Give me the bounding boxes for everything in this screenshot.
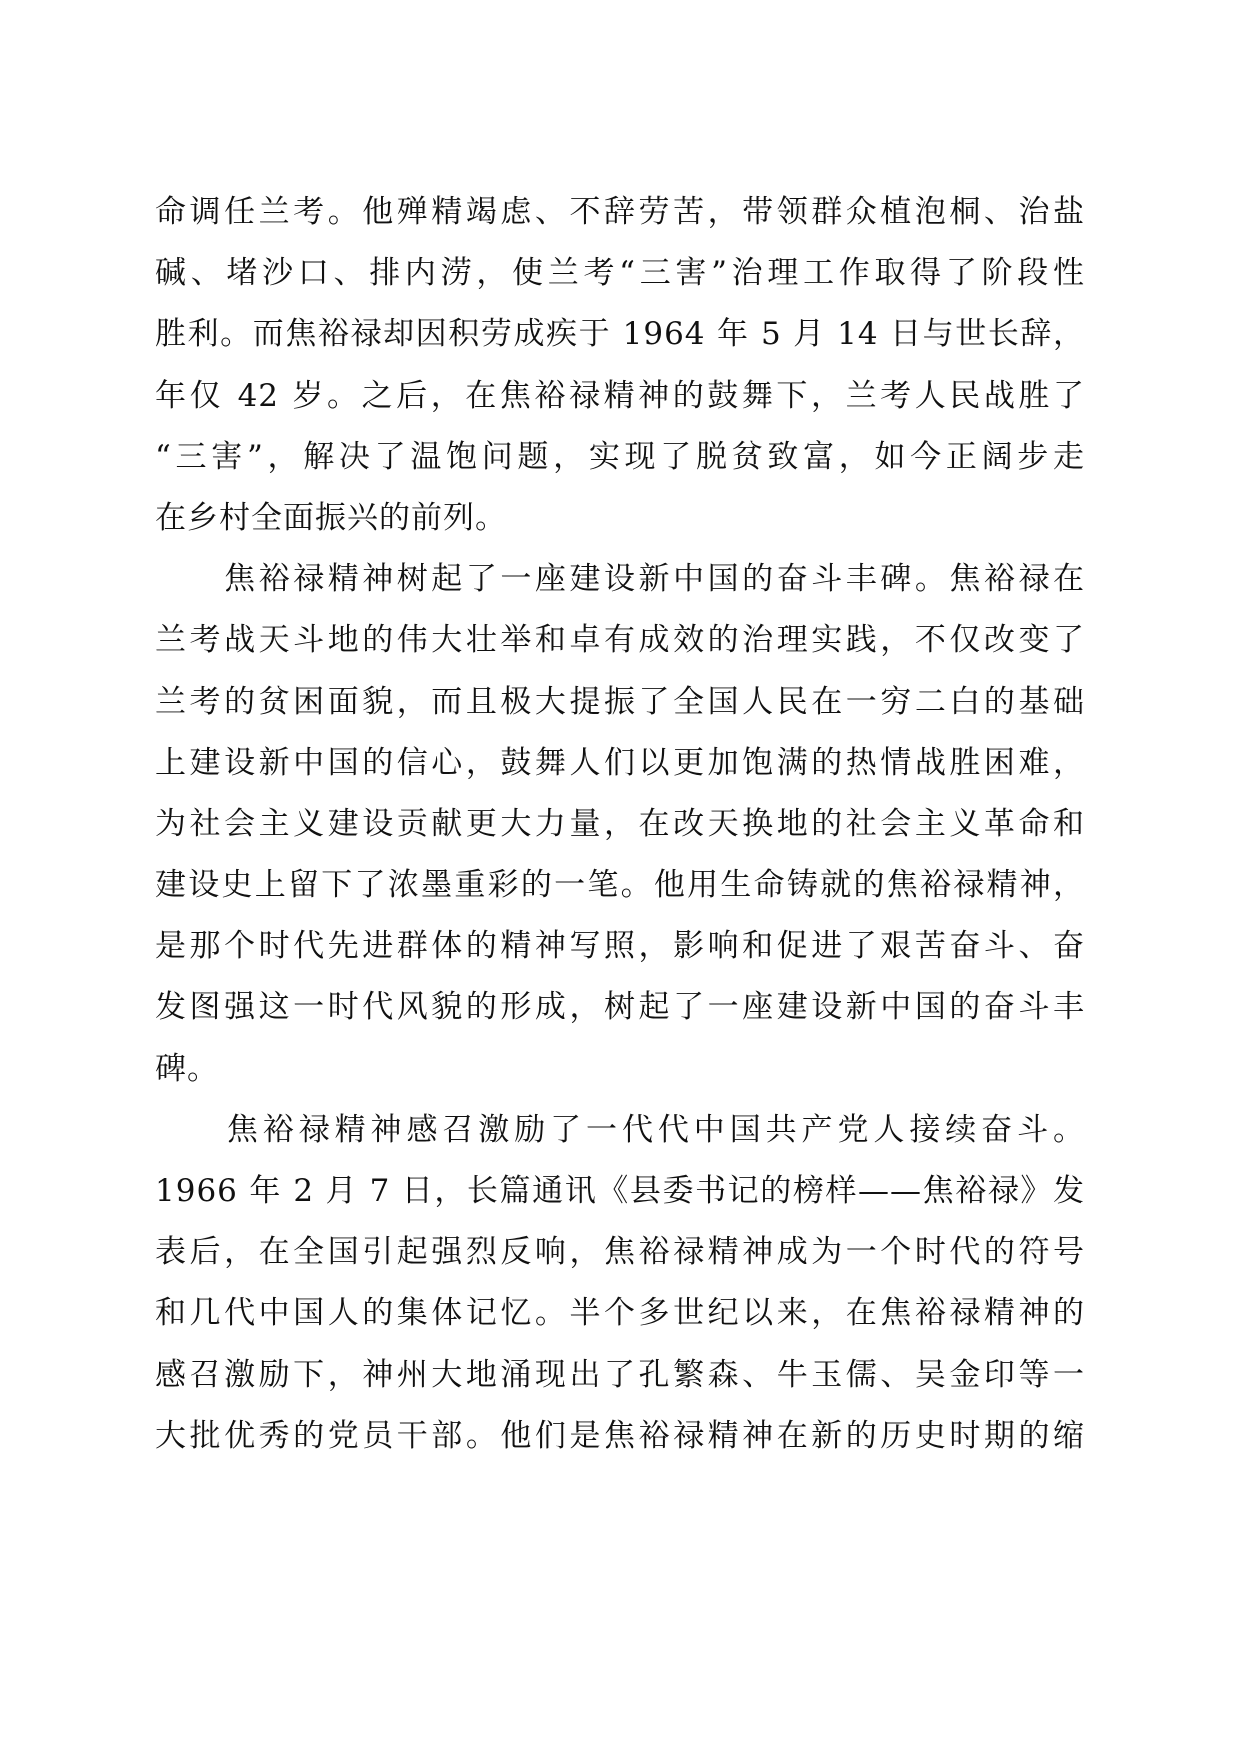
text-line: 是那个时代先进群体的精神写照，影响和促进了艰苦奋斗、奋 [155,928,1085,965]
text-line: 大批优秀的党员干部。他们是焦裕禄精神在新的历史时期的缩 [155,1417,1085,1454]
text-line: 年仅 42 岁。之后，在焦裕禄精神的鼓舞下，兰考人民战胜了 [155,377,1085,414]
text-line: 胜利。而焦裕禄却因积劳成疾于 1964 年 5 月 14 日与世长辞， [155,316,1085,353]
text-line: 发图强这一时代风貌的形成，树起了一座建设新中国的奋斗丰 [155,989,1085,1026]
text-line: 和几代中国人的集体记忆。半个多世纪以来，在焦裕禄精神的 [155,1295,1085,1332]
text-line: 上建设新中国的信心，鼓舞人们以更加饱满的热情战胜困难， [155,744,1085,781]
text-line: 在乡村全面振兴的前列。 [155,499,507,536]
text-line: 为社会主义建设贡献更大力量，在改天换地的社会主义革命和 [155,805,1085,842]
text-line: 1966 年 2 月 7 日，长篇通讯《县委书记的榜样——焦裕禄》发 [155,1173,1085,1209]
text-line: 建设史上留下了浓墨重彩的一笔。他用生命铸就的焦裕禄精神， [155,867,1085,904]
text-line: 表后，在全国引起强烈反响，焦裕禄精神成为一个时代的符号 [155,1234,1085,1271]
text-line: 焦裕禄精神树起了一座建设新中国的奋斗丰碑。焦裕禄在 [155,561,1085,598]
text-line: “三害”，解决了温饱问题，实现了脱贫致富，如今正阔步走 [155,438,1085,475]
text-line: 兰考的贫困面貌，而且极大提振了全国人民在一穷二白的基础 [155,683,1085,720]
document-body [155,182,1085,1467]
text-line: 碱、堵沙口、排内涝，使兰考“三害”治理工作取得了阶段性 [155,255,1085,292]
text-line: 碑。 [155,1050,219,1087]
text-line: 感召激励下，神州大地涌现出了孔繁森、牛玉儒、吴金印等一 [155,1356,1085,1393]
text-line: 焦裕禄精神感召激励了一代代中国共产党人接续奋斗。 [155,1111,1085,1148]
text-line: 兰考战天斗地的伟大壮举和卓有成效的治理实践，不仅改变了 [155,622,1085,659]
text-line: 命调任兰考。他殚精竭虑、不辞劳苦，带领群众植泡桐、治盐 [155,194,1085,230]
